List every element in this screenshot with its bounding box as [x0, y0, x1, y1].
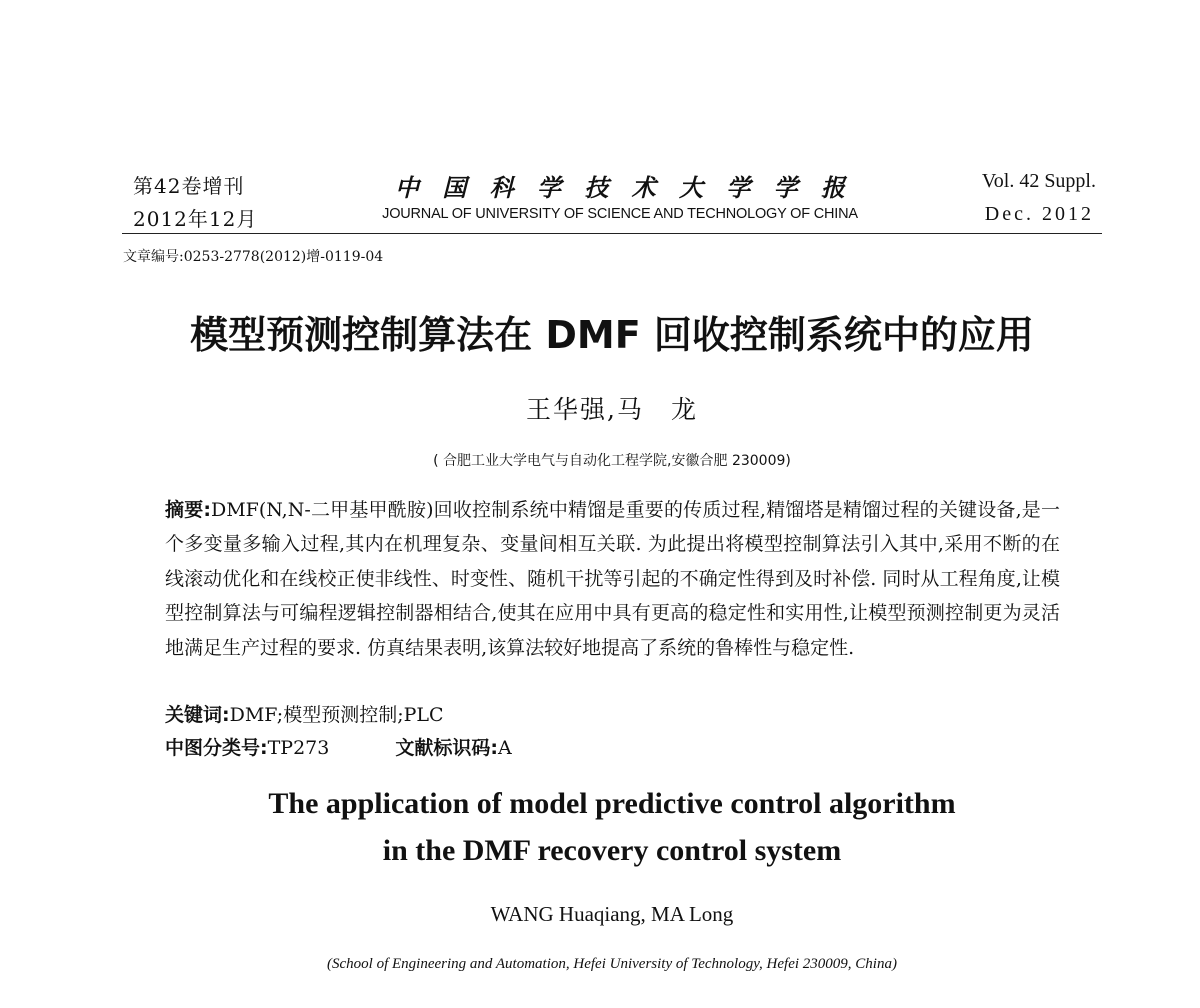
classification-label: 中图分类号: — [165, 737, 268, 759]
classification — [165, 733, 512, 760]
journal-title-cn — [395, 168, 845, 203]
classification-value: TP273 — [267, 737, 330, 759]
journal-char: 科 — [489, 173, 514, 202]
keywords — [165, 700, 444, 727]
article-number: 文章编号:0253-2778(2012)增-0119-04 — [123, 249, 384, 265]
date-en: Dec. 2012 — [984, 203, 1094, 225]
journal-title-en: JOURNAL OF UNIVERSITY OF SCIENCE AND TECHNOLOGY OF CHINA — [382, 206, 858, 222]
affiliation-cn: ( 合肥工业大学电气与自动化工程学院,安徽合肥 230009) — [433, 453, 791, 469]
journal-char: 报 — [820, 173, 845, 202]
affiliation-en: (School of Engineering and Automation, Hefei University of Technology, Hefei 230009, China) — [327, 956, 897, 972]
title-en-line2: in the DMF recovery control system — [382, 834, 842, 867]
authors-cn: 王华强,马 龙 — [526, 395, 698, 424]
abstract — [165, 493, 1060, 665]
journal-char: 大 — [678, 173, 703, 202]
journal-char: 国 — [442, 173, 467, 202]
journal-char: 学 — [773, 173, 798, 202]
date-cn: 2012年12月 — [133, 207, 258, 231]
abstract-text: DMF(N,N-二甲基甲酰胺)回收控制系统中精馏是重要的传质过程,精馏塔是精馏过程的关键设备,是一个多变量多输入过程,其内在机理复杂、变量间相互关联. 为此提出将模型控制算法引入其中,采用不断的在线滚动优化和在线校正使非线性、时变性、随机干扰等引起的不确定性得到及时补偿. 同时从工程角度,让模型控制算法与可编程逻辑控制器相结合,使其在应用中具有更高的稳定性和实用性,让模型预测控制更为灵活地满足生产过程的要求. 仿真结果表明,该算法较好地提高了系统的鲁棒性与稳定性. — [165, 499, 1060, 659]
keywords-label: 关键词: — [165, 704, 230, 726]
header-rule — [122, 233, 1102, 234]
keywords-text: DMF;模型预测控制;PLC — [229, 704, 444, 726]
journal-char: 学 — [536, 173, 561, 202]
doc-code-label: 文献标识码: — [395, 737, 498, 759]
journal-char: 术 — [631, 173, 656, 202]
title-cn: 模型预测控制算法在 DMF 回收控制系统中的应用 — [190, 313, 1034, 357]
title-en-line1: The application of model predictive control algorithm — [268, 787, 956, 820]
abstract-label: 摘要: — [165, 499, 211, 521]
volume-cn: 第42卷增刊 — [133, 174, 245, 198]
doc-code-value: A — [497, 737, 512, 759]
volume-en: Vol. 42 Suppl. — [981, 170, 1096, 192]
journal-char: 中 — [395, 173, 419, 202]
authors-en: WANG Huaqiang, MA Long — [490, 902, 734, 926]
journal-char: 技 — [584, 173, 609, 202]
journal-char: 学 — [726, 173, 751, 202]
